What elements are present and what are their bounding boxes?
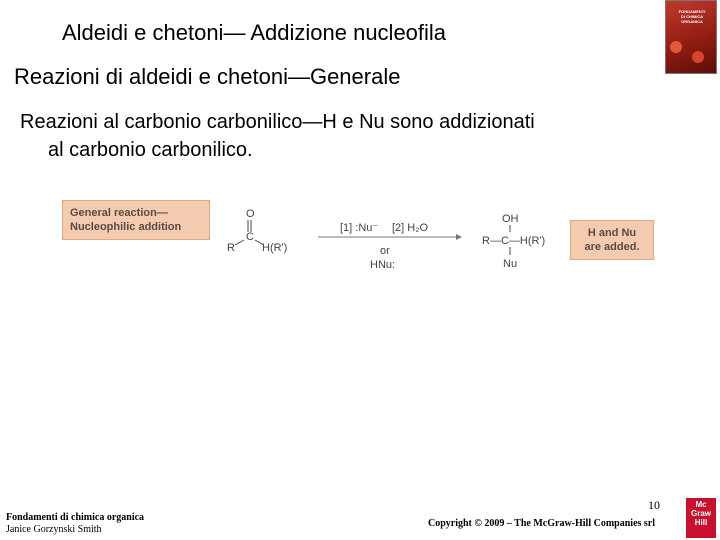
reagent-alternative: HNu:: [370, 259, 396, 271]
book-cover-image: [665, 0, 717, 74]
book-cover-title: [674, 9, 710, 24]
result-label-line2: are added.: [584, 241, 640, 253]
cover-flower-decoration: [670, 41, 682, 53]
cover-title-line: DI CHIMICA: [680, 14, 704, 19]
result-label-line1: H and Nu: [587, 227, 637, 239]
footer-book-title: Fondamenti di chimica organica: [6, 512, 145, 523]
footer-book-info: [6, 512, 144, 536]
reagent-step-2: [2] H₂O: [392, 222, 429, 234]
cover-title-line: FONDAMENTI: [678, 9, 706, 14]
footer-author: Janice Gorzynski Smith: [6, 524, 102, 535]
slide-title: Aldeidi e chetoni— Addizione nucleofila: [62, 20, 447, 45]
general-reaction-label-line1: General reaction—: [70, 207, 168, 219]
reactant-r-bond: [235, 240, 244, 245]
body-line-1: Reazioni al carbonio carbonilico—H e Nu sono addizionati: [20, 111, 535, 133]
body-line-2: al carbonio carbonilico.: [48, 139, 253, 161]
reactant-h-group: H(R'): [262, 242, 288, 254]
product-chain: R—C—H(R'): [482, 235, 546, 247]
cover-flower-decoration: [692, 51, 704, 63]
product-nucleophile: Nu: [503, 258, 518, 270]
body-paragraph: [20, 108, 700, 164]
general-reaction-label: [62, 200, 210, 240]
product-hydroxyl: OH: [502, 213, 519, 225]
cover-title-line: ORGANICA: [681, 19, 703, 24]
reactant-carbon: C: [246, 231, 254, 243]
reagent-or: or: [380, 245, 390, 257]
copyright-notice: Copyright © 2009 – The McGraw-Hill Companies srl: [428, 518, 656, 529]
result-label: [570, 220, 654, 260]
reactant-r-group: R: [227, 242, 235, 254]
publisher-logo-line: Graw: [690, 509, 711, 518]
publisher-logo: [686, 498, 716, 538]
page-number: 10: [648, 498, 660, 512]
reagent-step-1: [1] :Nu⁻: [340, 222, 379, 234]
general-reaction-label-line2: Nucleophilic addition: [70, 221, 182, 233]
publisher-logo-line: Mc: [695, 500, 707, 509]
slide-subtitle: Reazioni di aldeidi e chetoni—Generale: [14, 64, 401, 89]
reaction-arrow-head: [456, 234, 462, 240]
reactant-oxygen: O: [246, 208, 255, 220]
publisher-logo-line: Hill: [694, 518, 708, 527]
reaction-scheme: [220, 200, 560, 275]
